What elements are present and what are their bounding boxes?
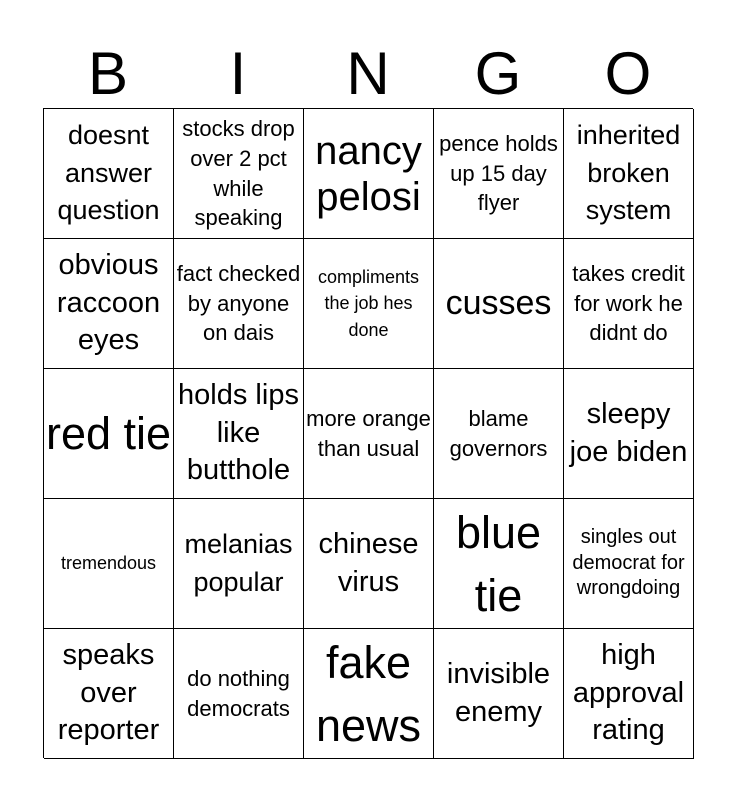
bingo-cell[interactable] — [434, 499, 564, 629]
bingo-cell[interactable] — [564, 369, 694, 499]
cell-text: more orange than usual — [306, 405, 431, 461]
cell-text: chinese virus — [318, 527, 419, 598]
header-letter-n: N — [346, 40, 390, 107]
cell-text: takes credit for work he didnt do — [572, 260, 685, 346]
bingo-header — [43, 40, 693, 108]
cell-text: inherited broken system — [576, 119, 681, 226]
bingo-cell[interactable] — [434, 109, 564, 239]
cell-text: do nothing democrats — [187, 665, 290, 721]
bingo-cell[interactable] — [304, 629, 434, 759]
bingo-cell[interactable] — [564, 239, 694, 369]
cell-text: doesnt answer question — [57, 119, 160, 226]
cell-text: nancy pelosi — [315, 128, 422, 219]
header-letter-g: G — [474, 40, 522, 107]
bingo-cell[interactable] — [174, 239, 304, 369]
cell-text: blue tie — [455, 506, 542, 621]
cell-text: speaks over reporter — [57, 638, 160, 747]
bingo-cell[interactable] — [304, 109, 434, 239]
cell-text: singles out democrat for wrongdoing — [572, 526, 685, 600]
cell-text: holds lips like butthole — [178, 378, 299, 487]
bingo-cell[interactable] — [44, 369, 174, 499]
cell-text: stocks drop over 2 pct while speaking — [182, 115, 295, 231]
bingo-card — [43, 108, 693, 758]
bingo-cell[interactable] — [44, 239, 174, 369]
cell-text: fact checked by anyone on dais — [176, 260, 301, 346]
cell-text: pence holds up 15 day flyer — [439, 130, 558, 216]
bingo-cell[interactable] — [564, 629, 694, 759]
bingo-cell[interactable] — [44, 629, 174, 759]
bingo-cell[interactable] — [174, 629, 304, 759]
bingo-cell[interactable] — [174, 109, 304, 239]
bingo-cell[interactable] — [44, 109, 174, 239]
bingo-cell[interactable] — [174, 369, 304, 499]
cell-text: sleepy joe biden — [569, 397, 688, 468]
bingo-cell[interactable] — [434, 629, 564, 759]
cell-text: cusses — [445, 284, 552, 323]
header-letter-b: B — [87, 40, 129, 107]
cell-text: red tie — [45, 408, 172, 459]
bingo-cell[interactable] — [304, 239, 434, 369]
cell-text: melanias popular — [184, 528, 293, 597]
cell-text: blame governors — [449, 405, 548, 461]
bingo-cell[interactable] — [564, 499, 694, 629]
bingo-cell[interactable] — [434, 369, 564, 499]
bingo-cell[interactable] — [304, 369, 434, 499]
bingo-cell[interactable] — [434, 239, 564, 369]
cell-text: compliments the job hes done — [317, 267, 420, 340]
bingo-cell[interactable] — [564, 109, 694, 239]
cell-text: invisible enemy — [446, 657, 551, 728]
cell-text: high approval rating — [572, 638, 685, 747]
header-letter-o: O — [604, 40, 652, 107]
bingo-cell[interactable] — [174, 499, 304, 629]
cell-text: fake news — [315, 636, 422, 751]
cell-text: obvious raccoon eyes — [56, 248, 161, 357]
cell-text: tremendous — [60, 553, 157, 574]
header-letter-i: I — [229, 40, 247, 107]
bingo-cell[interactable] — [304, 499, 434, 629]
bingo-cell[interactable] — [44, 499, 174, 629]
